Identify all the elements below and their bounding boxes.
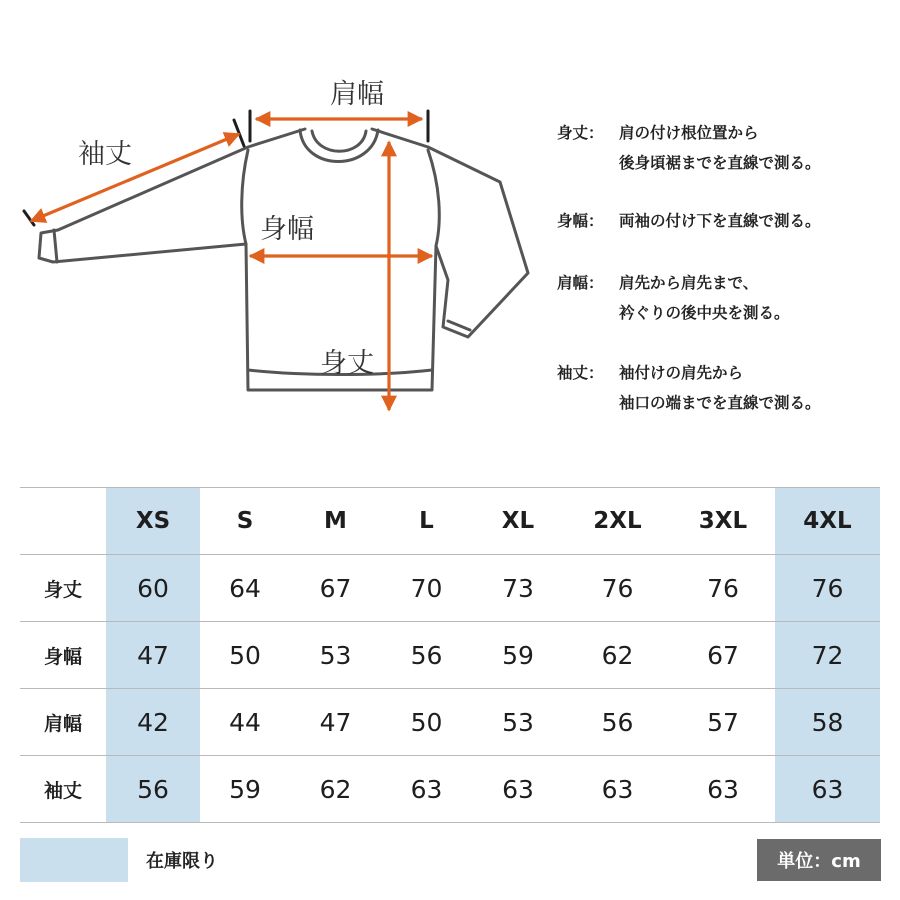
size-table bbox=[20, 487, 880, 823]
size-header: XL bbox=[472, 488, 564, 555]
note-line: 肩先から肩先まで、 bbox=[619, 274, 759, 292]
table-cell: 42 bbox=[106, 689, 200, 756]
legend-text: 在庫限り bbox=[146, 851, 218, 872]
legend-swatch bbox=[20, 838, 128, 882]
note-line: 袖口の端までを直線で測る。 bbox=[619, 394, 821, 412]
table-cell: 73 bbox=[472, 555, 564, 622]
unit-badge: 単位：cm bbox=[757, 839, 881, 881]
size-header: 3XL bbox=[671, 488, 775, 555]
size-header-row bbox=[20, 488, 880, 555]
table-cell: 57 bbox=[671, 689, 775, 756]
table-row bbox=[20, 756, 880, 823]
table-row bbox=[20, 689, 880, 756]
size-header: 4XL bbox=[775, 488, 880, 555]
collar-inner bbox=[312, 131, 366, 151]
size-header: S bbox=[200, 488, 290, 555]
row-label: 肩幅 bbox=[20, 689, 106, 756]
note-line: 後身頃裾までを直線で測る。 bbox=[619, 154, 821, 172]
table-cell: 63 bbox=[472, 756, 564, 823]
left-armhole-seam bbox=[242, 150, 248, 244]
table-cell: 72 bbox=[775, 622, 880, 689]
note-head: 袖丈： bbox=[557, 364, 604, 382]
note-head: 身幅： bbox=[557, 212, 604, 230]
row-label: 身丈 bbox=[20, 555, 106, 622]
note-shoulder-width bbox=[557, 268, 790, 328]
note-line: 衿ぐりの後中央を測る。 bbox=[619, 304, 790, 322]
table-row bbox=[20, 622, 880, 689]
note-head: 身丈： bbox=[557, 124, 604, 142]
table-cell: 62 bbox=[290, 756, 381, 823]
table-cell: 59 bbox=[472, 622, 564, 689]
table-cell: 63 bbox=[775, 756, 880, 823]
table-cell: 58 bbox=[775, 689, 880, 756]
size-header: L bbox=[381, 488, 472, 555]
note-line: 袖付けの肩先から bbox=[619, 364, 744, 382]
table-cell: 63 bbox=[564, 756, 671, 823]
table-cell: 47 bbox=[106, 622, 200, 689]
table-row bbox=[20, 555, 880, 622]
table-cell: 64 bbox=[200, 555, 290, 622]
table-cell: 44 bbox=[200, 689, 290, 756]
row-label: 袖丈 bbox=[20, 756, 106, 823]
table-cell: 63 bbox=[381, 756, 472, 823]
sleeve-length-arrow bbox=[31, 134, 239, 221]
right-cuff-seam bbox=[448, 321, 470, 330]
table-cell: 53 bbox=[472, 689, 564, 756]
note-head: 肩幅： bbox=[557, 274, 604, 292]
note-sleeve-length bbox=[557, 358, 821, 418]
table-cell: 67 bbox=[290, 555, 381, 622]
right-armhole-seam bbox=[428, 150, 439, 246]
table-cell: 47 bbox=[290, 689, 381, 756]
table-cell: 56 bbox=[381, 622, 472, 689]
table-cell: 62 bbox=[564, 622, 671, 689]
table-cell: 76 bbox=[671, 555, 775, 622]
sleeve-length-label: 袖丈 bbox=[78, 139, 132, 170]
sleeve-tick-bottom bbox=[24, 211, 34, 225]
table-cell: 53 bbox=[290, 622, 381, 689]
corner-cell bbox=[20, 488, 106, 555]
table-cell: 70 bbox=[381, 555, 472, 622]
left-cuff-seam bbox=[54, 230, 57, 262]
table-cell: 76 bbox=[564, 555, 671, 622]
note-body-length bbox=[557, 118, 821, 178]
row-label: 身幅 bbox=[20, 622, 106, 689]
note-line: 両袖の付け下を直線で測る。 bbox=[619, 212, 821, 230]
table-cell: 60 bbox=[106, 555, 200, 622]
table-cell: 67 bbox=[671, 622, 775, 689]
size-header: M bbox=[290, 488, 381, 555]
shoulder-width-label: 肩幅 bbox=[330, 79, 384, 110]
note-line: 肩の付け根位置から bbox=[619, 124, 759, 142]
table-cell: 59 bbox=[200, 756, 290, 823]
sleeve-tick-top bbox=[234, 120, 244, 146]
table-cell: 50 bbox=[381, 689, 472, 756]
note-body-width bbox=[557, 206, 821, 236]
size-header: 2XL bbox=[564, 488, 671, 555]
body-length-label: 身丈 bbox=[320, 348, 374, 379]
table-cell: 56 bbox=[564, 689, 671, 756]
size-header: XS bbox=[106, 488, 200, 555]
body-width-label: 身幅 bbox=[260, 214, 314, 245]
table-cell: 50 bbox=[200, 622, 290, 689]
table-cell: 63 bbox=[671, 756, 775, 823]
table-cell: 76 bbox=[775, 555, 880, 622]
table-cell: 56 bbox=[106, 756, 200, 823]
